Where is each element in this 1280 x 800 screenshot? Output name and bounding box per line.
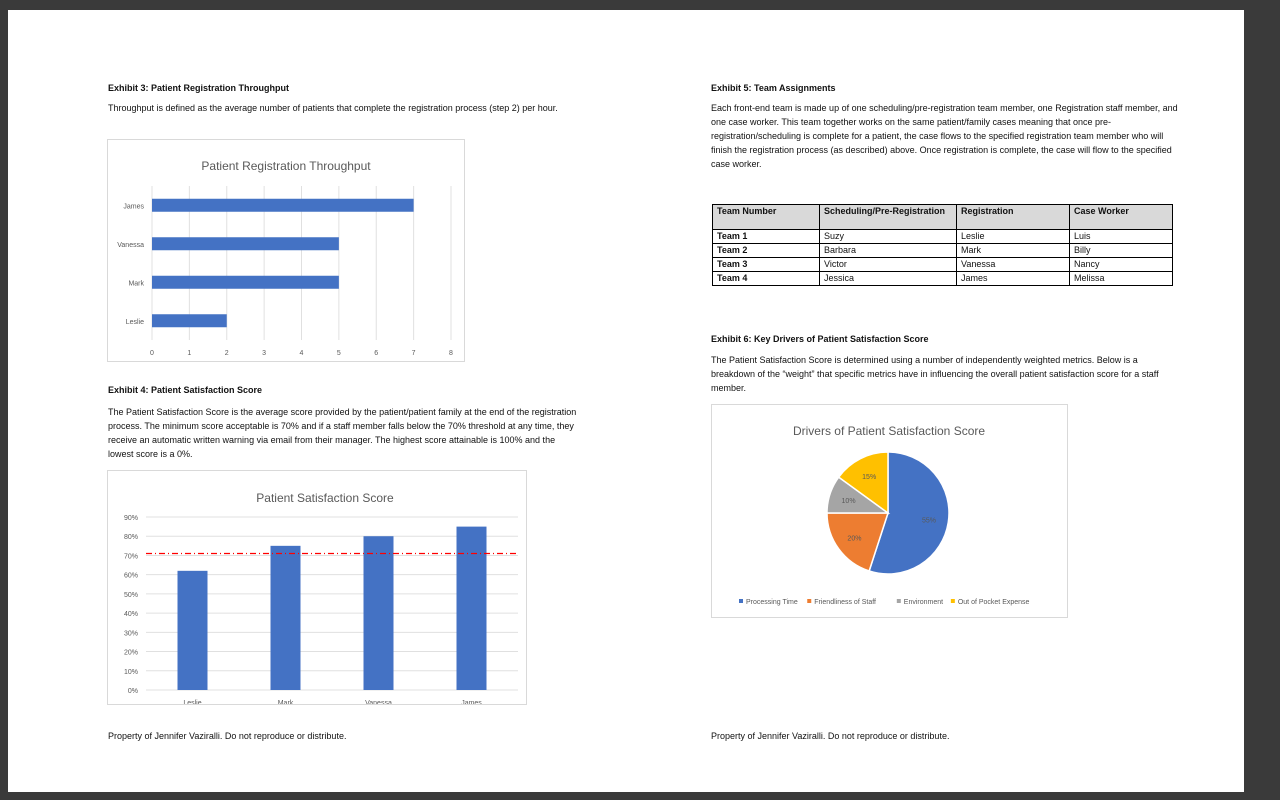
legend-swatch bbox=[897, 599, 901, 603]
bar-leslie bbox=[178, 571, 208, 690]
table-cell: Team 2 bbox=[713, 244, 820, 258]
table-cell: Mark bbox=[957, 244, 1070, 258]
y-tick-label: 30% bbox=[123, 630, 138, 638]
y-tick-label: 80% bbox=[123, 534, 138, 542]
bar-vanessa bbox=[364, 536, 394, 690]
y-tick-label: 60% bbox=[123, 572, 138, 580]
exhibit4-text: The Patient Satisfaction Score is the average score provided by the patient/patient family at the end of the registration process. The minimum score acceptable is 70% and if a staff member falls below the 70% threshold at any time, they receive an automatic written warning via email from their manager. The highest score attainable is 100% and the lowest score is a 0%. bbox=[108, 407, 577, 459]
x-tick-label: 3 bbox=[262, 350, 267, 357]
x-tick-label: James bbox=[461, 700, 482, 704]
bar-vanessa bbox=[152, 237, 339, 250]
table-row bbox=[713, 258, 1173, 272]
table-row bbox=[713, 230, 1173, 244]
y-tick-label: 90% bbox=[123, 515, 138, 522]
y-tick-label: 70% bbox=[123, 553, 138, 561]
chart-title: Patient Registration Throughput bbox=[201, 159, 371, 173]
x-tick-label: 0 bbox=[150, 350, 154, 357]
x-tick-label: 8 bbox=[449, 350, 453, 357]
x-tick-label: 5 bbox=[336, 350, 341, 357]
table-header-row bbox=[713, 205, 1173, 230]
pie-data-label: 20% bbox=[847, 535, 862, 543]
table-cell: Team 4 bbox=[713, 272, 820, 286]
bar-james bbox=[152, 199, 414, 212]
table-row bbox=[713, 272, 1173, 286]
drivers-pie-svg bbox=[712, 405, 1067, 617]
bar-mark bbox=[152, 276, 339, 289]
table-cell: Vanessa bbox=[957, 258, 1070, 272]
table-cell: Barbara bbox=[820, 244, 957, 258]
y-tick-label: 50% bbox=[123, 591, 138, 599]
exhibit3-title: Exhibit 3: Patient Registration Throughput bbox=[108, 83, 289, 93]
chart-title: Patient Satisfaction Score bbox=[256, 491, 394, 505]
exhibit6-title: Exhibit 6: Key Drivers of Patient Satisfaction Score bbox=[711, 334, 929, 344]
y-tick-label: 20% bbox=[123, 649, 138, 657]
drivers-pie-chart bbox=[711, 404, 1068, 618]
legend-label: Friendliness of Staff bbox=[814, 599, 876, 606]
team-assignments-table bbox=[712, 204, 1173, 286]
left-footer: Property of Jennifer Vaziralli. Do not reproduce or distribute. bbox=[108, 731, 347, 741]
satisfaction-chart-svg bbox=[108, 471, 526, 704]
x-tick-label: Leslie bbox=[183, 700, 202, 704]
x-tick-label: 1 bbox=[187, 350, 192, 357]
y-tick-label: 0% bbox=[127, 688, 138, 695]
table-cell: Leslie bbox=[957, 230, 1070, 244]
table-cell: Team 3 bbox=[713, 258, 820, 272]
table-cell: Suzy bbox=[820, 230, 957, 244]
exhibit4-title: Exhibit 4: Patient Satisfaction Score bbox=[108, 385, 263, 395]
bar-james bbox=[457, 527, 487, 690]
table-cell: James bbox=[957, 272, 1070, 286]
pie-data-label: 10% bbox=[841, 498, 856, 506]
legend-label: Processing Time bbox=[746, 599, 798, 606]
chart-title: Drivers of Patient Satisfaction Score bbox=[792, 424, 986, 438]
y-tick-label: James bbox=[123, 203, 144, 211]
table-cell: Jessica bbox=[820, 272, 957, 286]
bar-leslie bbox=[152, 314, 227, 327]
table-cell: Melissa bbox=[1070, 272, 1173, 286]
throughput-chart bbox=[107, 139, 465, 362]
table-cell: Luis bbox=[1070, 230, 1173, 244]
right-footer: Property of Jennifer Vaziralli. Do not reproduce or distribute. bbox=[711, 731, 950, 741]
table-cell: Billy bbox=[1070, 244, 1173, 258]
y-tick-label: Leslie bbox=[125, 318, 144, 326]
legend-label: Environment bbox=[903, 599, 944, 606]
exhibit6-text: The Patient Satisfaction Score is determined using a number of independently weighted metrics. Below is a breakdown of the “weight” that specific metrics have in influencing the overall patient satisfaction score for a staff member. bbox=[711, 355, 1159, 393]
exhibit5-text: Each front-end team is made up of one scheduling/pre-registration team member, one Registration staff member, and one case worker. This team together works on the same patient/family cases meaning that once pre-registration/scheduling is complete for a patient, the case flows to the specified registration team member who will finish the registration process (as described) above. Once registration is complete, the case will flow to the specified case worker. bbox=[711, 103, 1178, 169]
bar-mark bbox=[271, 546, 301, 690]
throughput-chart-svg bbox=[108, 140, 464, 361]
table-row bbox=[713, 244, 1173, 258]
table-header: Team Number bbox=[713, 205, 820, 230]
x-tick-label: 4 bbox=[299, 350, 304, 357]
legend-label: Out of Pocket Expense bbox=[957, 599, 1030, 606]
x-tick-label: Mark bbox=[277, 700, 294, 704]
x-tick-label: 7 bbox=[411, 350, 416, 357]
table-header: Case Worker bbox=[1070, 205, 1173, 230]
table-header: Registration bbox=[957, 205, 1070, 230]
table-cell: Team 1 bbox=[713, 230, 820, 244]
legend-swatch bbox=[739, 599, 743, 603]
pie-data-label: 55% bbox=[921, 517, 936, 525]
x-tick-label: 2 bbox=[224, 350, 229, 357]
legend-swatch bbox=[951, 599, 955, 603]
table-header: Scheduling/Pre-Registration bbox=[820, 205, 957, 230]
exhibit5-title: Exhibit 5: Team Assignments bbox=[711, 83, 836, 93]
table-cell: Nancy bbox=[1070, 258, 1173, 272]
y-tick-label: Mark bbox=[128, 280, 144, 288]
x-tick-label: Vanessa bbox=[365, 700, 392, 704]
y-tick-label: 40% bbox=[123, 611, 138, 619]
satisfaction-chart bbox=[107, 470, 527, 705]
y-tick-label: 10% bbox=[123, 668, 138, 676]
document-page bbox=[8, 10, 1244, 792]
exhibit3-text: Throughput is defined as the average number of patients that complete the registration process (step 2) per hour. bbox=[108, 103, 558, 113]
legend-swatch bbox=[807, 599, 811, 603]
x-tick-label: 6 bbox=[374, 350, 379, 357]
table-cell: Victor bbox=[820, 258, 957, 272]
pie-data-label: 15% bbox=[862, 474, 877, 482]
y-tick-label: Vanessa bbox=[117, 241, 144, 249]
